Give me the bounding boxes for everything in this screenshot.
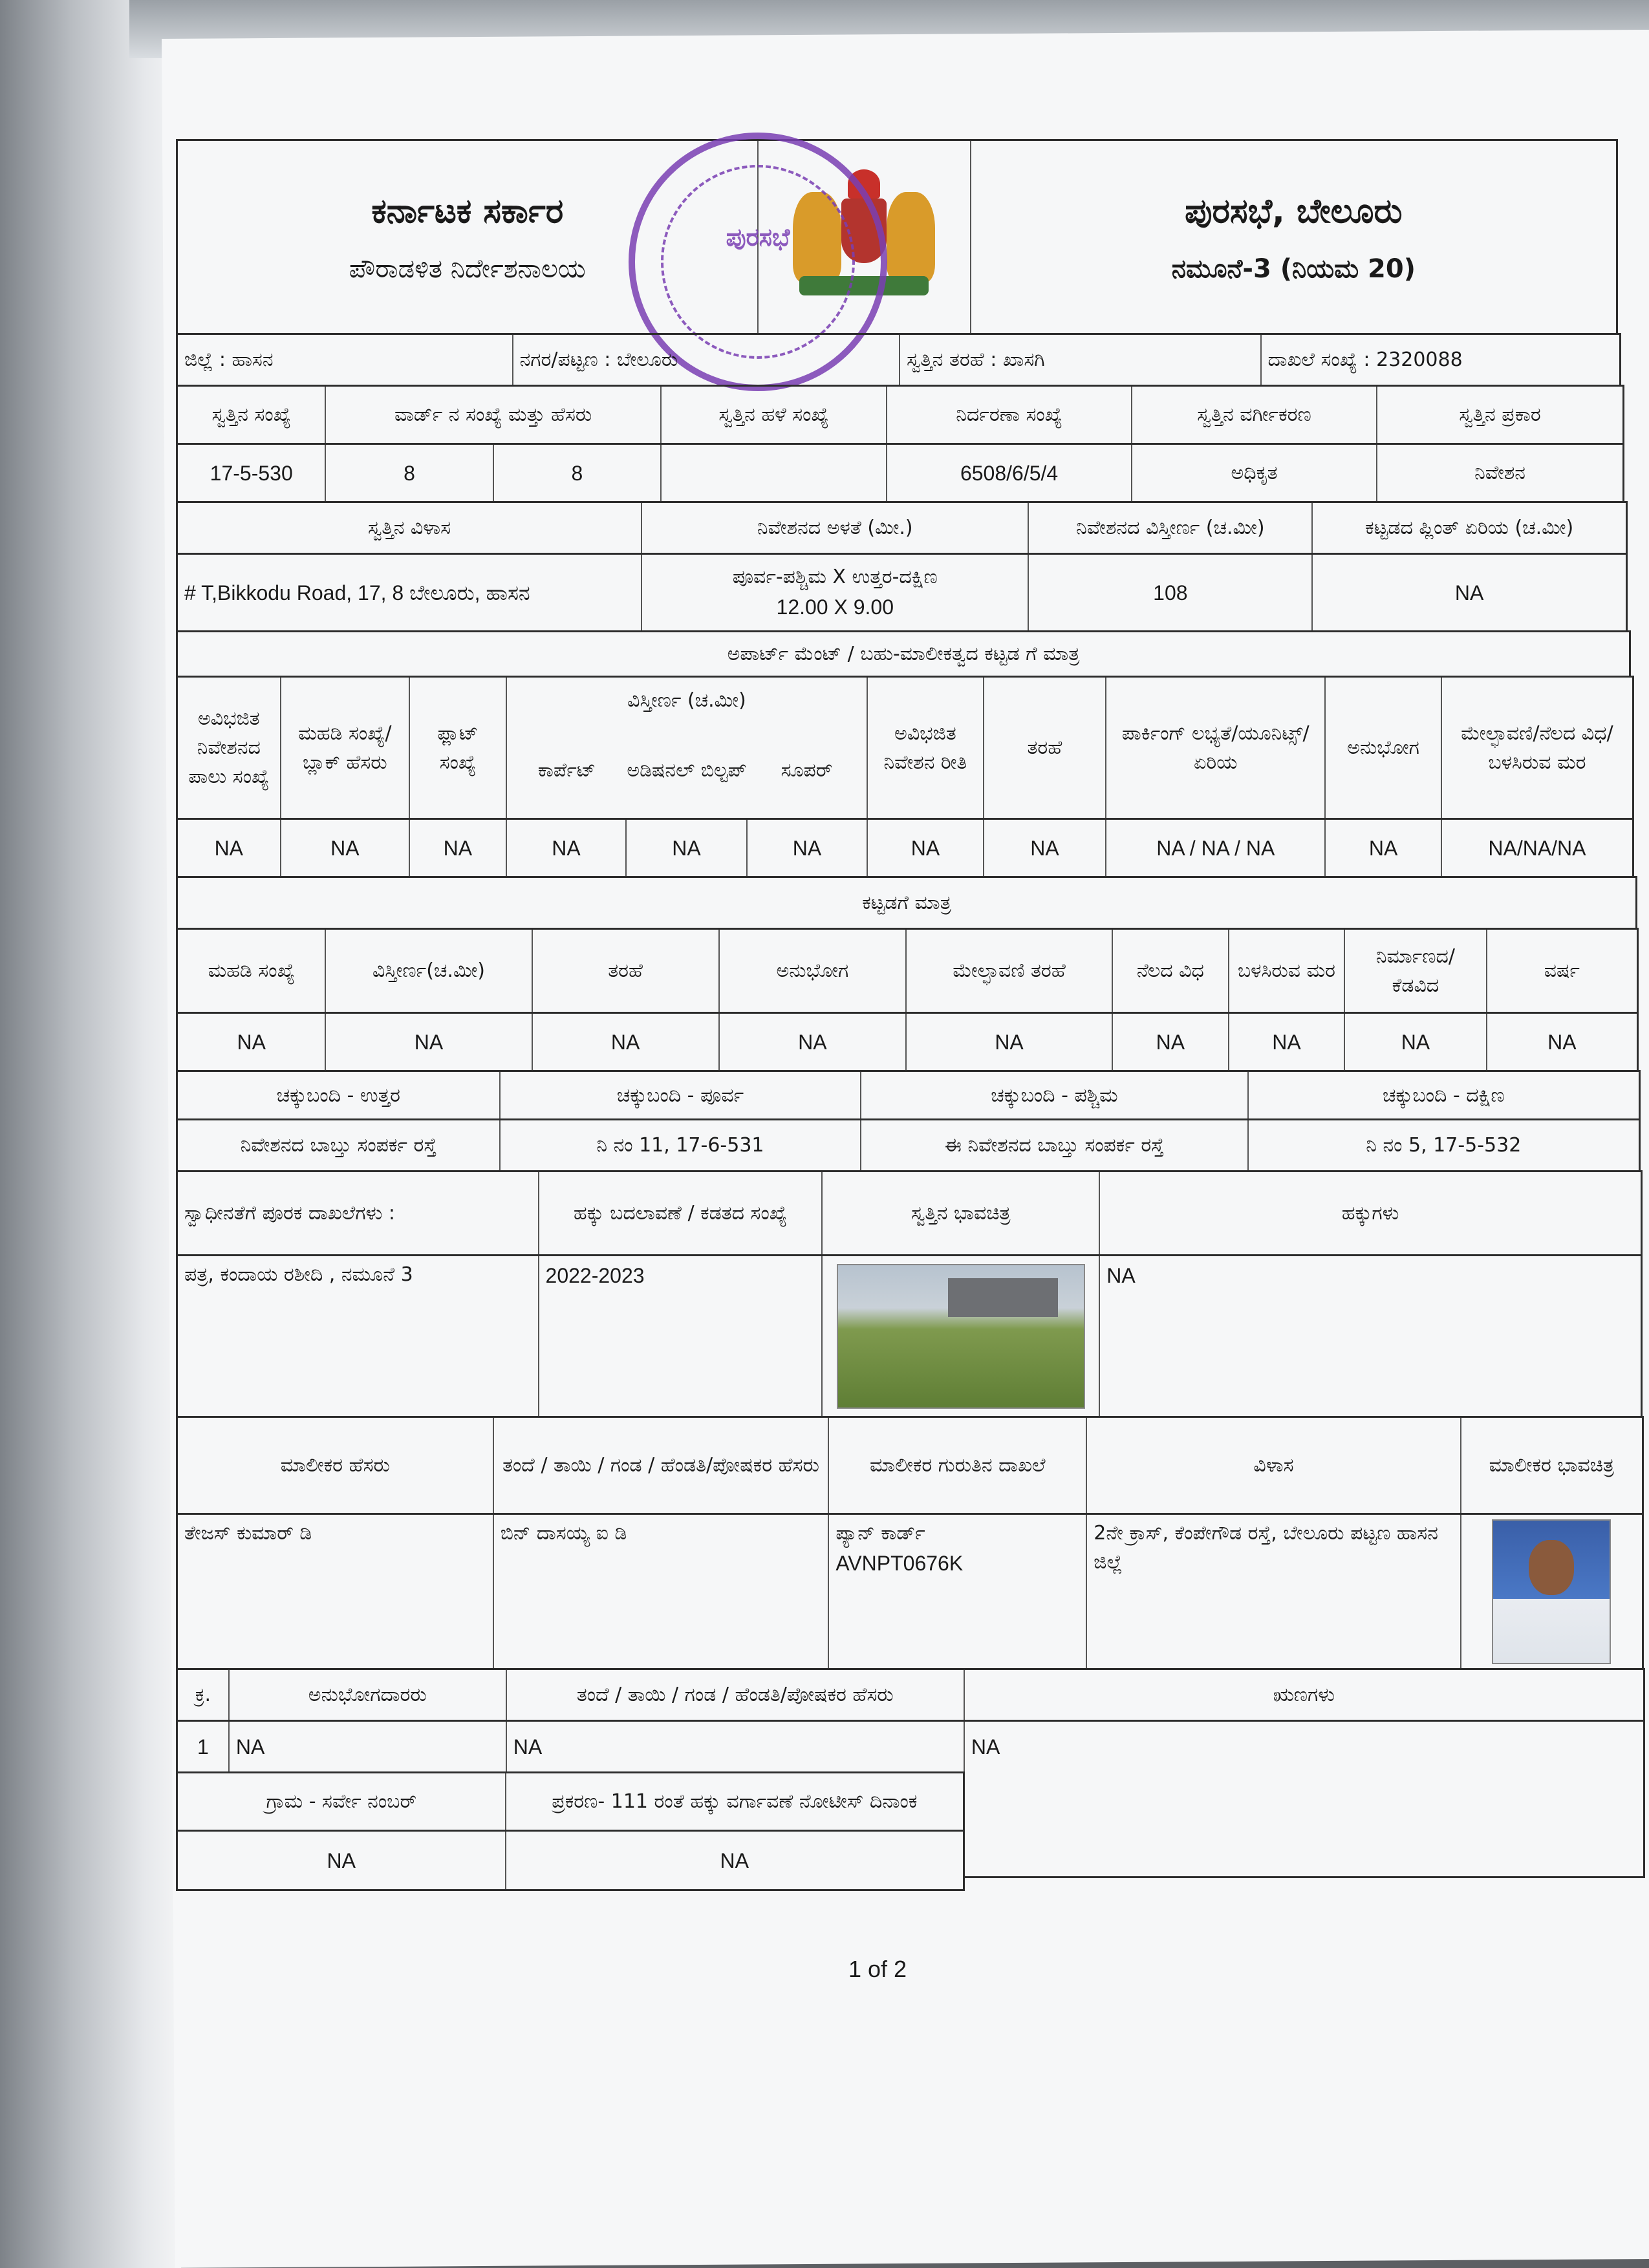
page-number: 1 of 2 [848,1956,907,1982]
old-no [662,445,887,501]
property-value-row [176,443,1624,501]
building-title-row [176,876,1637,928]
govt-title: ಕರ್ನಾಟಕ ಸರ್ಕಾರ [371,191,564,231]
transfer-file-no: 2022-2023 [539,1256,823,1416]
office-title: ಪುರಸಭೆ, ಬೇಲೂರು [1185,191,1403,231]
seal-text: ಪುರಸಭೆ [726,223,790,251]
survey-no: 6508/6/5/4 [887,445,1132,501]
form-sheet [176,107,1621,2046]
address-header-row: ಸ್ವತ್ತಿನ ವಿಳಾಸ ನಿವೇಶನದ ಅಳತೆ (ಮೀ.) ನಿವೇಶನದ ವಿಸ್ತೀರ್ಣ (ಚ.ಮೀ) ಕಟ್ಟಡದ ಪ್ಲಿಂತ್ ಏರಿಯ (ಚ.ಮೀ) [176,501,1628,553]
property-type-label: ಸ್ವತ್ತಿನ ತರಹೆ : ಖಾಸಗಿ [900,335,1262,385]
boundary-west: ಈ ನಿವೇಶನದ ಬಾಬ್ತು ಸಂಪರ್ಕ ರಸ್ತೆ [861,1120,1248,1170]
boundary-south: ನಿ ನಂ 5, 17-5-532 [1366,1134,1522,1157]
dimension-value: 12.00 X 9.00 [776,595,894,619]
dimension-label: ಪೂರ್ವ-ಪಶ್ಚಿಮ X ಉತ್ತರ-ದಕ್ಷಿಣ [732,566,938,588]
building-value-row: NA NA NA NA NA NA NA NA NA [176,1012,1639,1070]
boundary-value-row [176,1118,1641,1170]
record-no-label: ದಾಖಲೆ ಸಂಖ್ಯೆ : 2320088 [1267,348,1463,371]
ward-no: 8 [326,445,493,501]
notice-date: NA [720,1848,749,1872]
ward-name: 8 [494,445,662,501]
site-area: 108 [1029,555,1313,630]
property-kind: ನಿವೇಶನ [1474,462,1525,484]
owner-name: ತೇಜಸ್ ಕುಮಾರ್ ಡಿ [178,1515,494,1668]
property-address: # T,Bikkodu Road, 17, 8 ಬೇಲೂರು, ಹಾಸನ [178,555,642,630]
property-class: ಅಧಿಕೃತ [1132,445,1377,501]
building-header-row: ಮಹಡಿ ಸಂಖ್ಯೆ ವಿಸ್ತೀರ್ಣ(ಚ.ಮೀ) ತರಹೆ ಅನುಭೋಗ ಮೇಲ್ಛಾವಣಿ ತರಹೆ ನೆಲದ ವಿಧ ಬಳಸಿರುವ ಮರ ನಿರ್ಮಾಣದ/ ಕೆಡವಿದ ವರ್ಷ [176,928,1639,1012]
owner-header-row: ಮಾಲೀಕರ ಹೆಸರು ತಂದೆ / ತಾಯಿ / ಗಂಡ / ಹೆಂಡತಿ/ಪೋಷಕರ ಹೆಸರು ಮಾಲೀಕರ ಗುರುತಿನ ದಾಖಲೆ ವಿಳಾಸ ಮಾಲೀಕರ ಭಾವಚಿತ್ರ [176,1416,1644,1513]
owner-photo [1492,1519,1611,1664]
occupant-name: NA [230,1722,507,1771]
boundary-east: ನಿ ನಂ 11, 17-6-531 [501,1120,862,1170]
town-label: ನಗರ/ಪಟ್ಟಣ : ಬೇಲೂರು [513,335,900,385]
village-survey-no: NA [178,1832,506,1889]
form-title: ನಮೂನೆ-3 (ನಿಯಮ 20) [1171,253,1416,284]
survey-value-row [176,1830,965,1891]
info-row [176,333,1621,385]
documents-value-row [176,1254,1643,1416]
property-photo [837,1264,1085,1409]
loans-value: NA [971,1735,1000,1759]
documents-header-row: ಸ್ವಾಧೀನತೆಗೆ ಪೂರಕ ದಾಖಲೆಗಳು : ಹಕ್ಕು ಬದಲಾವಣೆ / ಕಡತದ ಸಂಖ್ಯೆ ಸ್ವತ್ತಿನ ಭಾವಚಿತ್ರ ಹಕ್ಕುಗಳು [176,1170,1643,1254]
owner-id-no: AVNPT0676K [835,1552,964,1575]
district-label: ಜಿಲ್ಲೆ : ಹಾಸನ [178,335,513,385]
property-no: 17-5-530 [178,445,326,501]
apartment-title-row [176,630,1631,676]
occupant-father: NA [507,1722,965,1771]
loans-continuation [965,1771,1645,1878]
owner-value-row [176,1513,1644,1668]
plinth-area: NA [1454,581,1484,604]
header-row [176,139,1618,333]
supporting-docs: ಪತ್ರ, ಕಂದಾಯ ರಶೀದಿ , ನಮೂನೆ 3 [178,1256,539,1416]
apartment-header-row: ಅವಿಭಜಿತ ನಿವೇಶನದ ಪಾಲು ಸಂಖ್ಯೆ ಮಹಡಿ ಸಂಖ್ಯೆ/ಬ್ಲಾಕ್ ಹೆಸರು ಫ್ಲಾಟ್ ಸಂಖ್ಯೆ ವಿಸ್ತೀರ್ಣ (ಚ.ಮೀ) ಕಾರ್ಪೆಟ್ ಅಡಿಷನಲ್ ಬಿಲ್ಟಪ್ ಸೂಪರ್ ಅವಿಭಜಿತ ನಿವೇಶನ ರೀತಿ ತರಹೆ ಪಾರ್ಕಿಂಗ್ ಲಭ್ಯತೆ/ಯೂನಿಟ್ಸ್/ಏರಿಯ ಅನುಭೋಗ ಮೇಲ್ಛಾವಣಿ/ನೆಲದ ವಿಧ/ಬಳಸಿರುವ ಮರ [176,676,1634,818]
directorate-title: ಪೌರಾಡಳಿತ ನಿರ್ದೇಶನಾಲಯ [349,253,586,284]
occupants-header-row: ಕ್ರ. ಅನುಭೋಗದಾರರು ತಂದೆ / ತಾಯಿ / ಗಂಡ / ಹೆಂಡತಿ/ಪೋಷಕರ ಹೆಸರು ಋಣಗಳು [176,1668,1645,1720]
address-value-row [176,553,1628,630]
property-header-row: ಸ್ವತ್ತಿನ ಸಂಖ್ಯೆ ವಾರ್ಡ್ ನ ಸಂಖ್ಯೆ ಮತ್ತು ಹೆಸರು ಸ್ವತ್ತಿನ ಹಳೆ ಸಂಖ್ಯೆ ನಿರ್ದರಣಾ ಸಂಖ್ಯೆ ಸ್ವತ್ತಿನ ವರ್ಗೀಕರಣ ಸ್ವತ್ತಿನ ಪ್ರಕಾರ [176,385,1624,443]
occupant-no: 1 [178,1722,230,1771]
apartment-value-row: NA NA NA NA NA NA NA NA NA / NA / NA NA NA/NA/NA [176,818,1634,876]
apartment-title: ಅಪಾರ್ಟ್ ಮೆಂಟ್ / ಬಹು-ಮಾಲೀಕತ್ವದ ಕಟ್ಟಡ ಗೆ ಮಾತ್ರ [727,643,1080,665]
rights-value: NA [1106,1264,1136,1287]
boundary-north: ನಿವೇಶನದ ಬಾಬ್ತು ಸಂಪರ್ಕ ರಸ್ತೆ [178,1120,501,1170]
building-title: ಕಟ್ಟಡಗೆ ಮಾತ್ರ [862,892,951,914]
page-fold-shadow [0,0,181,2268]
owner-father: ಬಿನ್ ದಾಸಯ್ಯ ಐ ಡಿ [494,1515,830,1668]
owner-id-type: ಪ್ಯಾನ್ ಕಾರ್ಡ್ [835,1522,925,1545]
survey-header-row: ಗ್ರಾಮ - ಸರ್ವೇ ನಂಬರ್ ಪ್ರಕರಣ- 111 ರಂತೆ ಹಕ್ಕು ವರ್ಗಾವಣೆ ನೋಟೀಸ್ ದಿನಾಂಕ [176,1771,965,1830]
owner-address: 2ನೇ ಕ್ರಾಸ್, ಕೆಂಪೇಗೌಡ ರಸ್ತೆ, ಬೇಲೂರು ಪಟ್ಟಣ ಹಾಸನ ಜಿಲ್ಲೆ [1087,1515,1461,1668]
boundary-header-row: ಚಕ್ಕುಬಂದಿ - ಉತ್ತರ ಚಕ್ಕುಬಂದಿ - ಪೂರ್ವ ಚಕ್ಕುಬಂದಿ - ಪಶ್ಚಿಮ ಚಕ್ಕುಬಂದಿ - ದಕ್ಷಿಣ [176,1070,1641,1118]
occupants-value-row [176,1720,1645,1771]
